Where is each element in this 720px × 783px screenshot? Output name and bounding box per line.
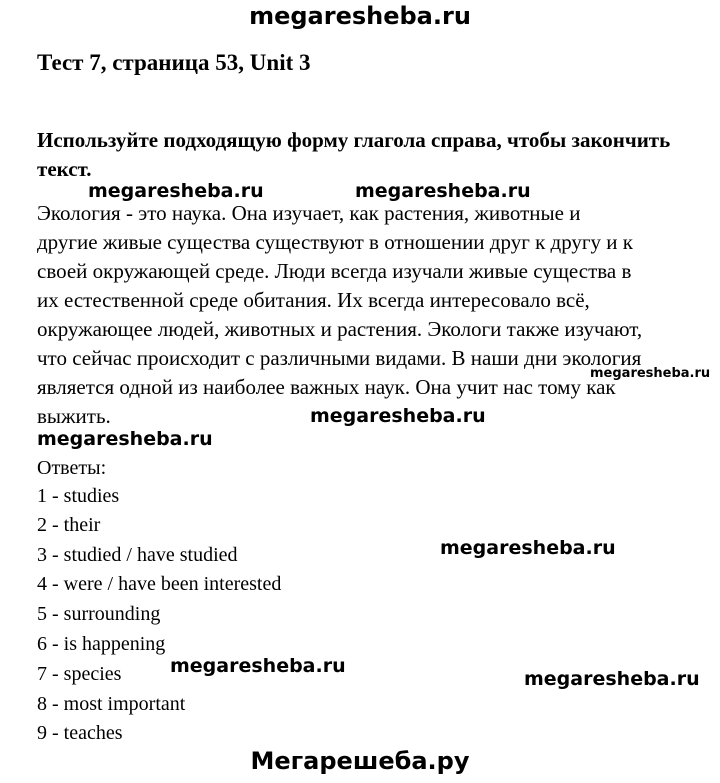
watermark-inline: megaresheba.ru — [440, 537, 616, 559]
text-line: что сейчас происходит с различными видами. В наши дни экология — [37, 346, 642, 370]
text-line: Экология - это наука. Она изучает, как растения, животные и — [37, 201, 581, 225]
answer-item: 2 - their — [37, 514, 101, 536]
text-line: своей окружающей среде. Люди всегда изучали живые существа в — [37, 259, 632, 283]
task-instruction: Используйте подходящую форму глагола справа, чтобы закончить текст. — [37, 128, 671, 181]
watermark-inline: megaresheba.ru — [170, 655, 346, 677]
watermark-inline: megaresheba.ru — [37, 428, 213, 450]
text-line: их естественной среде обитания. Их всегда интересовало всё, — [37, 288, 590, 312]
watermark-inline: megaresheba.ru — [355, 180, 531, 202]
answer-item: 9 - teaches — [37, 722, 123, 744]
watermark-top: megaresheba.ru — [249, 2, 471, 30]
answer-item: 8 - most important — [37, 693, 186, 715]
page-title: Тест 7, страница 53, Unit 3 — [37, 50, 311, 75]
text-line: другие живые существа существуют в отношении друг к другу и к — [37, 230, 633, 254]
answer-item: 6 - is happening — [37, 633, 166, 655]
answer-item: 1 - studies — [37, 485, 120, 507]
watermark-inline: megaresheba.ru — [88, 180, 264, 202]
answers-label: Ответы: — [37, 457, 107, 479]
watermark-inline: megaresheba.ru — [524, 668, 700, 690]
answer-item: 5 - surrounding — [37, 603, 161, 625]
text-line: является одной из наиболее важных наук. Она учит нас тому как — [37, 375, 616, 399]
text-line: выжить. — [37, 404, 111, 428]
watermark-bottom: Мегарешеба.ру — [250, 747, 470, 775]
answer-item: 3 - studied / have studied — [37, 544, 238, 566]
answer-item: 4 - were / have been interested — [37, 573, 282, 595]
answer-item: 7 - species — [37, 663, 122, 685]
watermark-inline: megaresheba.ru — [310, 405, 486, 427]
watermark-inline: megaresheba.ru — [590, 366, 711, 381]
text-line: окружающее людей, животных и растения. Экологи также изучают, — [37, 317, 643, 341]
